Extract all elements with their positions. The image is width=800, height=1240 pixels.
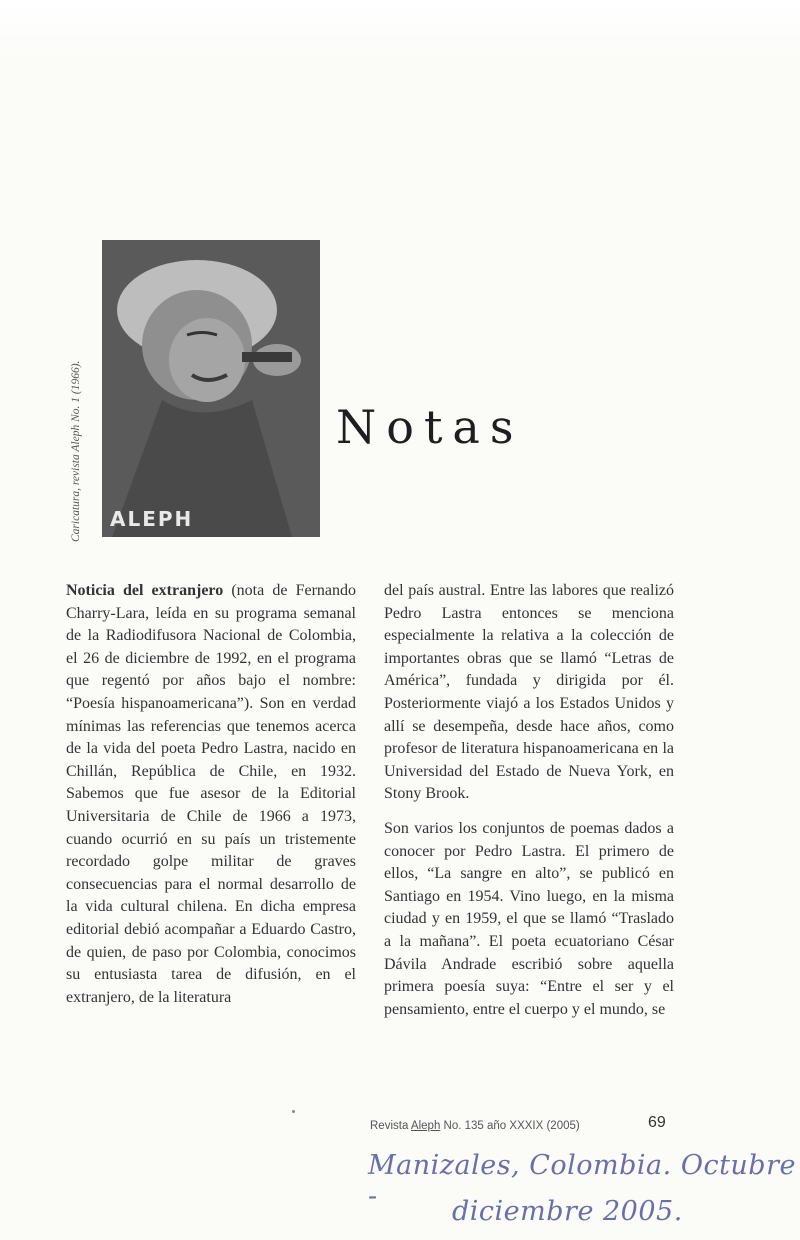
page-footer <box>370 1120 580 1132</box>
article-text: (nota de Fernando Charry-Lara, leída en su programa semanal de la Radiodifusora Nacional de Colombia, el 26 de diciembre de 1992, en el programa que regentó por años bajo el nombre: “Poesía hispanoamericana”). Son en verdad mínimas las referencias que tenemos acerca de la vida del poeta Pedro Lastra, nacido en Chillán, República de Chile, en 1932. Sabemos que fue asesor de la Editorial Universitaria de Chile de 1966 a 1973, cuando ocurrió en su país un tristemente recordado golpe militar de graves consecuencias para el normal desarrollo de la vida cultural chilena. En dicha empresa editorial debió acompañar a Eduardo Castro, de quien, de paso por Colombia, conocimos su entusiasta tarea de difusión, en el extranjero, de la literatura <box>66 582 356 1006</box>
photo-caption: Caricatura, revista Aleph No. 1 (1966). <box>70 360 82 542</box>
footer-magazine: Aleph <box>410 1120 441 1132</box>
section-title: Notas <box>336 400 524 454</box>
footer-prefix: Revista <box>370 1120 409 1132</box>
article-column-right <box>384 580 674 1033</box>
scan-speck <box>292 1110 295 1113</box>
article-column-left <box>66 580 356 1021</box>
aleph-logo: ALEPH <box>110 507 194 531</box>
footer-details: No. 135 año XXXIX (2005) <box>443 1120 580 1132</box>
caricature-image <box>102 240 320 537</box>
page-number: 69 <box>648 1114 666 1131</box>
article-paragraph <box>66 580 356 1009</box>
handwritten-note-line1: Manizales, Colombia. Octubre - <box>368 1150 796 1212</box>
handwritten-note-line2: diciembre 2005. <box>452 1196 683 1227</box>
article-paragraph: Son varios los conjuntos de poemas dados a conocer por Pedro Lastra. El primero de ellos, “La sangre en alto”, se publicó en Santiago en 1954. Vino luego, en la misma ciudad y en 1959, el que se llamó “Traslado a la mañana”. El poeta ecuatoriano César Dávila Andrade escribió sobre aquella primera poesía suya: “Entre el ser y el pensamiento, entre el cuerpo y el mundo, se <box>384 819 674 1018</box>
scan-edge <box>0 0 800 60</box>
caricature-drawing <box>102 240 320 537</box>
article-paragraph: del país austral. Entre las labores que realizó Pedro Lastra entonces se menciona especialmente la relativa a la colección de importantes obras que se llamó “Letras de América”, fundada y dirigida por él. Posteriormente viajó a los Estados Unidos y allí se desempeña, desde hace años, como profesor de literatura hispanoamericana en la Universidad del Estado de Nueva York, en Stony Brook. <box>384 582 674 803</box>
article-lead: Noticia del extranjero <box>66 582 224 599</box>
